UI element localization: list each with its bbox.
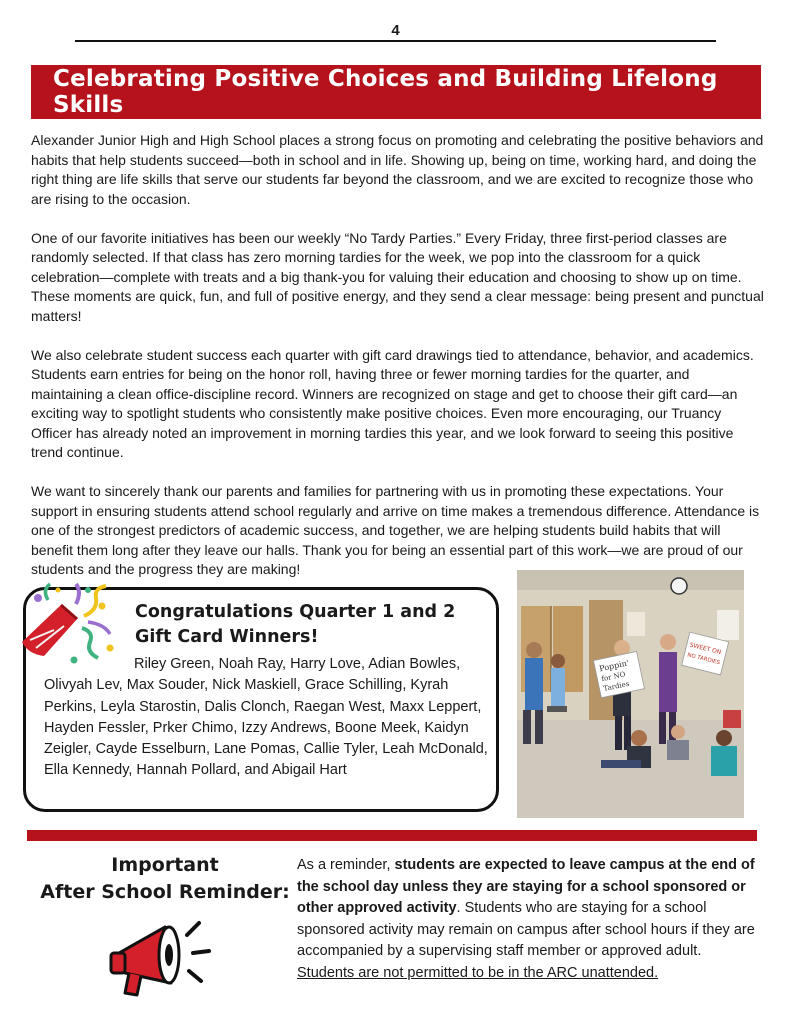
title-banner xyxy=(31,65,761,119)
reminder-underlined: Students are not permitted to be in the ARC unattended. xyxy=(297,964,659,981)
winners-heading-line1: Congratulations Quarter 1 and 2 xyxy=(135,602,456,622)
sign-right-line1: SWEET ON xyxy=(688,641,722,657)
article-body xyxy=(31,131,764,599)
reminder-title xyxy=(40,852,290,906)
reminder-middle: . Students who are staying for a school sponsored activity may remain on campus after school hours if they are accompanied by a supervising staff member or approved adult. xyxy=(297,900,755,959)
reminder-title-line2: After School Reminder: xyxy=(40,881,290,903)
page-title: Celebrating Positive Choices and Building Lifelong Skills xyxy=(53,66,718,118)
sign-left-line2: for NO xyxy=(600,670,627,684)
paragraph-gift-cards: We also celebrate student success each quarter with gift card drawings tied to attendance, behavior, and academics. Students earn entries for being on the honor roll, having three or fewer morning tardies for the quarter, and maintaining a clean office-discipline record. Winners are recognized on stage and get to choose their gift card—an exciting way to spotlight students who consistently make positive choices. Even more encouraging, our Truancy Officer has already noted an improvement in morning tardies this year, and we look forward to seeing this positive trend continue. xyxy=(31,346,754,460)
sign-left-line3: Tardies xyxy=(602,679,631,693)
winners-list: Riley Green, Noah Ray, Harry Love, Adian Bowles, Olivyah Lev, Max Souder, Nick Maskiell, Grace Schilling, Kyrah Perkins, Leyla Starostin, Dalis Clonch, Raegan West, Maxx Leppert, Hayden Fessler, Prker Chimo, Izzy Andrews, Boone Meek, Kaidyn Zeigler, Cayde Esselburn, Lane Pomas, Callie Tyler, Leah McDonald, Ella Kennedy, Hannah Pollard, and Abigail Hart xyxy=(44,656,488,779)
reminder-lead: As a reminder, xyxy=(297,857,395,873)
megaphone-icon xyxy=(105,913,215,1003)
sign-right-line2: NO TARDIES xyxy=(686,652,721,667)
paragraph-intro: Alexander Junior High and High School places a strong focus on promoting and celebrating the positive behaviors and habits that help students succeed—both in school and in life. Showing up, being on time, working hard, and doing the right thing are life skills that serve our students far beyond the classroom, and we are excited to recognize those who are rising to the occasion. xyxy=(31,132,764,207)
no-tardy-party-photo xyxy=(517,570,744,818)
reminder-title-line1: Important xyxy=(111,854,219,876)
header-divider xyxy=(75,40,716,42)
page-number: 4 xyxy=(391,22,400,39)
party-popper-icon xyxy=(18,582,118,672)
reminder-bold: students are expected to leave campus at the end of the school day unless they are staying for a school sponsored or other approved activity xyxy=(297,857,755,916)
sign-left-line1: Poppin' xyxy=(598,658,630,674)
winners-heading-line2: Gift Card Winners! xyxy=(135,627,319,647)
paragraph-no-tardy-parties: One of our favorite initiatives has been our weekly “No Tardy Parties.” Every Friday, three first-period classes are randomly selected. If that class has zero morning tardies for the week, we pop into the classroom for a quick celebration—complete with treats and a big thank-you for valuing their education and choosing to show up on time. These moments are quick, fun, and full of positive energy, and they send a clear message: being present and punctual matters! xyxy=(31,229,764,324)
paragraph-thank-you: We want to sincerely thank our parents and families for partnering with us in promoting these expectations. Your support in ensuring students attend school regularly and arrive on time makes a tremendous difference. Attendance is one of the strongest predictors of academic success, and together, we are helping students build habits that will benefit them long after they leave our halls. Thank you for being an essential part of this work—we are proud of our students and the progress they are making! xyxy=(31,483,760,577)
section-divider xyxy=(27,830,757,841)
winners-heading xyxy=(135,600,455,650)
reminder-text xyxy=(297,855,757,984)
